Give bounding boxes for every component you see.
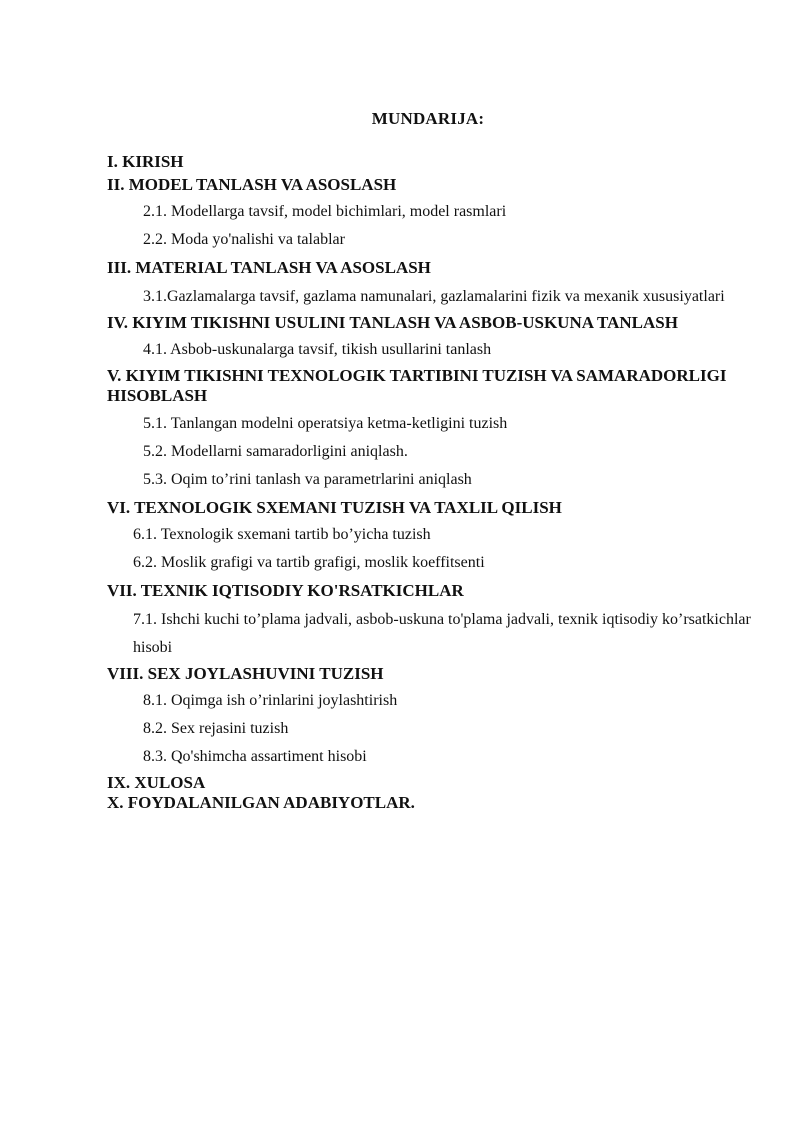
toc-subsection-5-1: 5.1. Tanlangan modelni operatsiya ketma-ketligini tuzish: [143, 415, 508, 432]
toc-section-2: II. MODEL TANLASH VA ASOSLASH: [107, 175, 397, 194]
table-of-contents: [107, 150, 767, 817]
toc-subsection-5-2: 5.2. Modellarni samaradorligini aniqlash.: [143, 443, 408, 460]
toc-subsection-8-1: 8.1. Oqimga ish o’rinlarini joylashtirish: [143, 692, 398, 709]
toc-subsection-5-3: 5.3. Oqim to’rini tanlash va parametrlarini aniqlash: [143, 471, 472, 488]
toc-section-5: V. KIYIM TIKISHNI TEXNOLOGIK TARTIBINI TUZISH VA SAMARADORLIGI HISOBLASH: [107, 366, 727, 405]
toc-subsection-2-2: 2.2. Moda yo'nalishi va talablar: [143, 231, 345, 248]
toc-section-6: VI. TEXNOLOGIK SXEMANI TUZISH VA TAXLIL QILISH: [107, 498, 562, 517]
toc-subsection-6-1: 6.1. Texnologik sxemani tartib bo’yicha tuzish: [133, 526, 431, 543]
toc-subsection-6-2: 6.2. Moslik grafigi va tartib grafigi, moslik koeffitsenti: [133, 554, 485, 571]
toc-section-8: VIII. SEX JOYLASHUVINI TUZISH: [107, 664, 384, 683]
toc-subsection-4-1: 4.1. Asbob-uskunalarga tavsif, tikish usullarini tanlash: [143, 341, 492, 358]
toc-subsection-7-1: 7.1. Ishchi kuchi to’plama jadvali, asbob-uskuna to'plama jadvali, texnik iqtisodiy ko’rsatkichlar hisobi: [133, 611, 751, 656]
toc-section-9: IX. XULOSA: [107, 773, 206, 792]
toc-section-3: III. MATERIAL TANLASH VA ASOSLASH: [107, 258, 431, 277]
toc-section-10: X. FOYDALANILGAN ADABIYOTLAR.: [107, 793, 415, 812]
toc-section-7: VII. TEXNIK IQTISODIY KO'RSATKICHLAR: [107, 581, 464, 600]
toc-heading: MUNDARIJA:: [371, 109, 485, 128]
toc-section-1: I. KIRISH: [107, 152, 184, 171]
toc-subsection-8-3: 8.3. Qo'shimcha assartiment hisobi: [143, 748, 367, 765]
toc-section-4: IV. KIYIM TIKISHNI USULINI TANLASH VA ASBOB-USKUNA TANLASH: [107, 313, 678, 332]
toc-subsection-8-2: 8.2. Sex rejasini tuzish: [143, 720, 289, 737]
toc-subsection-2-1: 2.1. Modellarga tavsif, model bichimlari, model rasmlari: [143, 203, 507, 220]
toc-subsection-3-1: 3.1.Gazlamalarga tavsif, gazlama namunalari, gazlamalarini fizik va mexanik xususiyatlari: [143, 288, 725, 305]
